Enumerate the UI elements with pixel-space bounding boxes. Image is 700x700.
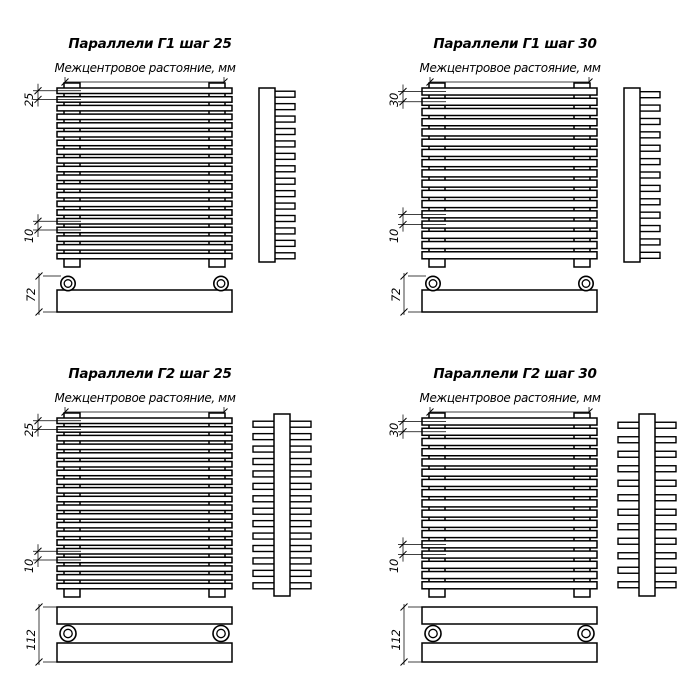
panel-subtitle: Межцентровое растояние, мм: [54, 391, 236, 405]
dimension-step-label: 30: [387, 422, 401, 438]
panel-title: Параллели Г2 шаг 25: [68, 366, 232, 382]
panel-title: Параллели Г2 шаг 30: [433, 366, 597, 382]
dimension-step-label: 25: [22, 92, 36, 108]
panel-g1-step30: [365, 0, 700, 370]
dimension-section-label: 72: [24, 287, 38, 303]
panel-g2-step25: [0, 330, 350, 700]
dimension-gap-label: 10: [387, 558, 401, 574]
panel-title: Параллели Г1 шаг 25: [68, 36, 232, 52]
dimension-gap-label: 10: [22, 228, 36, 244]
panel-title: Параллели Г1 шаг 30: [433, 36, 597, 52]
dimension-section-label: 112: [389, 629, 403, 651]
panel-subtitle: Межцентровое растояние, мм: [419, 61, 601, 75]
panel-subtitle: Межцентровое растояние, мм: [54, 61, 236, 75]
dimension-section-label: 112: [24, 629, 38, 651]
panel-g1-step25: [0, 0, 350, 370]
panel-g2-step30: [365, 330, 700, 700]
dimension-gap-label: 10: [22, 558, 36, 574]
dimension-section-label: 72: [389, 287, 403, 303]
dimension-step-label: 25: [22, 422, 36, 438]
dimension-step-label: 30: [387, 92, 401, 108]
dimension-gap-label: 10: [387, 228, 401, 244]
panel-subtitle: Межцентровое растояние, мм: [419, 391, 601, 405]
